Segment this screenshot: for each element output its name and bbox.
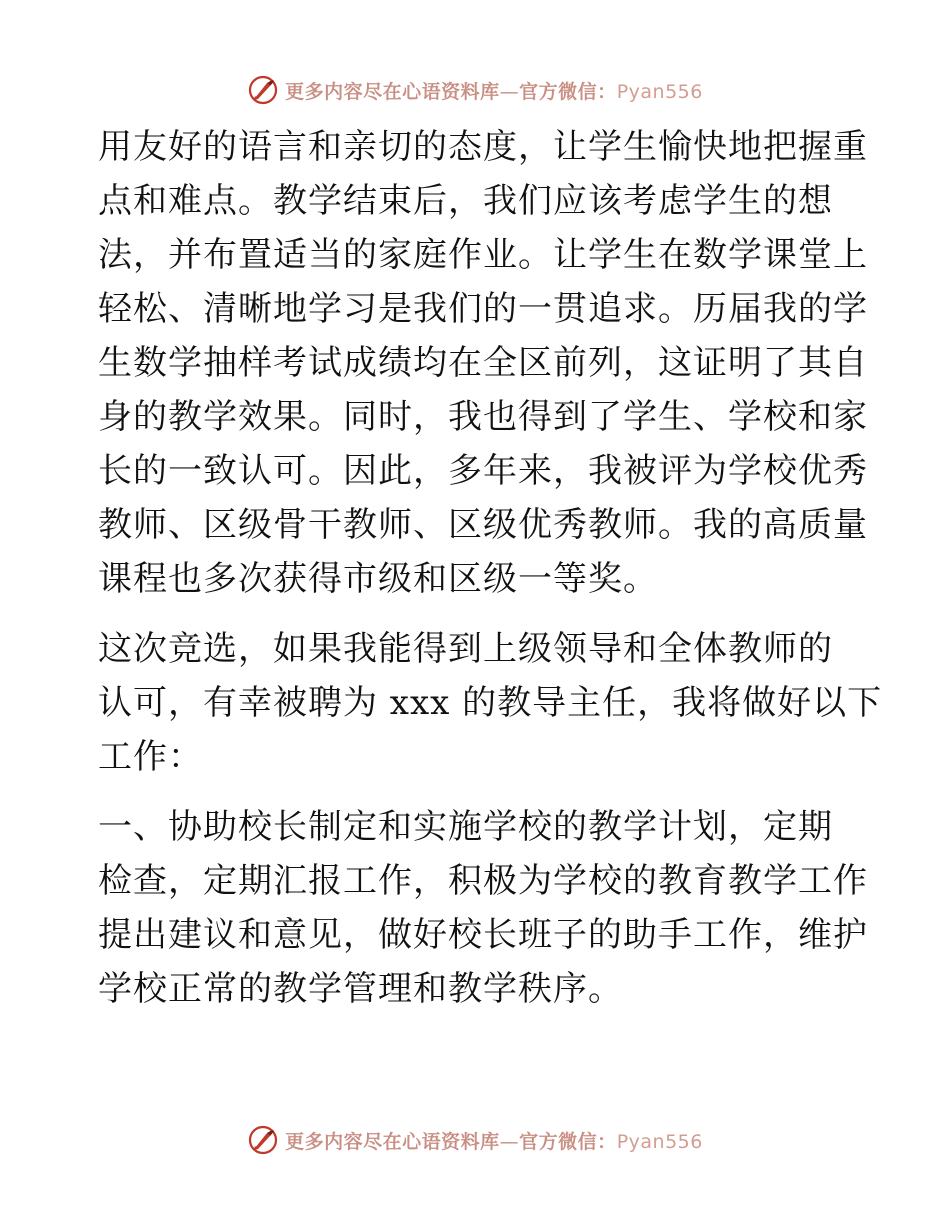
text-line: 生数学抽样考试成绩均在全区前列，这证明了其自 (98, 343, 868, 383)
banner-wechat-id: Pyan556 (616, 1130, 703, 1153)
text-line: 点和难点。教学结束后，我们应该考虑学生的想 (98, 181, 833, 221)
text-line: 工作： (98, 737, 203, 777)
paragraph-spacer (98, 784, 858, 800)
text-line: 这次竞选，如果我能得到上级领导和全体教师的 (98, 629, 833, 669)
text-line: 学校正常的教学管理和教学秩序。 (98, 969, 623, 1009)
text-line: 轻松、清晰地学习是我们的一贯追求。历届我的学 (98, 289, 868, 329)
quill-logo-icon (247, 74, 279, 106)
banner-text (285, 77, 703, 104)
banner-main-text: 更多内容尽在心语资料库 (285, 1130, 500, 1153)
text-line: 长的一致认可。因此，多年来，我被评为学校优秀 (98, 451, 868, 491)
text-line: 提出建议和意见，做好校长班子的助手工作，维护 (98, 915, 868, 955)
text-line: 课程也多次获得市级和区级一等奖。 (98, 559, 658, 599)
paragraph-2 (98, 622, 883, 784)
paragraph-spacer (98, 606, 858, 622)
text-line: 法，并布置适当的家庭作业。让学生在数学课堂上 (98, 235, 868, 275)
text-line: 身的教学效果。同时，我也得到了学生、学校和家 (98, 397, 868, 437)
body-text (98, 120, 883, 1016)
text-line: 检查，定期汇报工作，积极为学校的教育教学工作 (98, 861, 868, 901)
footer-banner (0, 1122, 950, 1158)
banner-wechat-label: 官方微信： (519, 80, 617, 103)
banner-dash: — (499, 80, 520, 103)
text-line: 用友好的语言和亲切的态度，让学生愉快地把握重 (98, 127, 868, 167)
banner-dash: — (499, 1130, 520, 1153)
text-line: 认可，有幸被聘为 xxx 的教导主任，我将做好以下 (98, 683, 883, 723)
banner-text (285, 1127, 703, 1154)
text-line: 教师、区级骨干教师、区级优秀教师。我的高质量 (98, 505, 868, 545)
paragraph-3 (98, 800, 868, 1016)
quill-logo-icon (247, 1124, 279, 1156)
banner-main-text: 更多内容尽在心语资料库 (285, 80, 500, 103)
banner-wechat-id: Pyan556 (616, 80, 703, 103)
banner-wechat-label: 官方微信： (519, 1130, 617, 1153)
header-banner (0, 72, 950, 108)
paragraph-1 (98, 120, 868, 606)
text-line: 一、协助校长制定和实施学校的教学计划，定期 (98, 807, 833, 847)
